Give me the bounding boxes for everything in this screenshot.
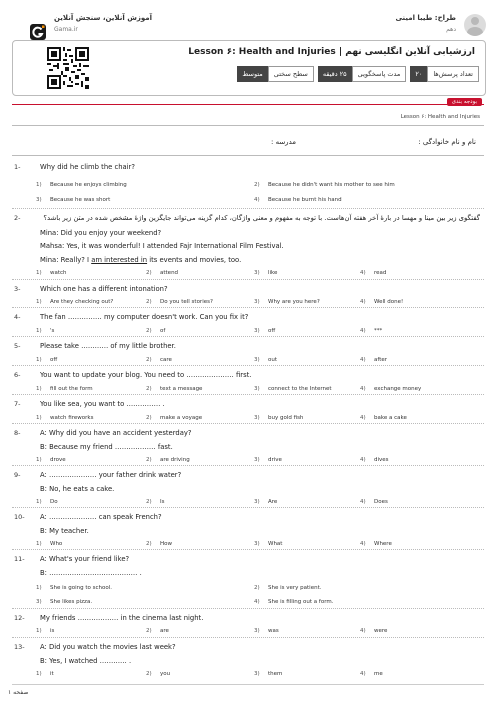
option-text[interactable]: off [268, 328, 276, 334]
option-text[interactable]: was [268, 628, 279, 634]
option-text[interactable]: it [50, 671, 54, 677]
option-text[interactable]: you [160, 671, 171, 677]
option-number[interactable]: 2) [146, 457, 152, 463]
option-text[interactable]: Who [50, 541, 63, 547]
option-text[interactable]: dives [374, 457, 389, 463]
question-number: 12- [14, 614, 25, 622]
question-number: 1- [14, 163, 21, 171]
option-number[interactable]: 2) [254, 585, 260, 591]
option-text[interactable]: them [268, 671, 283, 677]
option-text[interactable]: buy gold fish [268, 415, 304, 421]
option-text[interactable]: Well done! [374, 299, 404, 305]
option-text[interactable]: Because he enjoys climbing [50, 182, 127, 188]
question-text: A: ………………… can speak French? [40, 513, 162, 521]
option-text[interactable]: me [374, 671, 383, 677]
option-number[interactable]: 2) [254, 182, 260, 188]
option-number[interactable]: 1) [36, 628, 42, 634]
question-separator [12, 423, 484, 424]
option-text[interactable]: out [268, 357, 278, 363]
option-text[interactable]: Do you tell stories? [160, 299, 213, 305]
student-name-label: نام و نام خانوادگی : [418, 138, 476, 146]
option-number[interactable]: 4) [360, 357, 366, 363]
option-text[interactable]: She is very patient. [268, 585, 322, 591]
option-text[interactable]: Because he burnt his hand [268, 197, 342, 203]
option-text[interactable]: off [50, 357, 58, 363]
gama-logo-icon [30, 24, 46, 40]
option-text[interactable]: Where [374, 541, 392, 547]
option-text[interactable]: were [374, 628, 388, 634]
option-number[interactable]: 3) [254, 386, 260, 392]
question-separator [12, 279, 484, 280]
option-text[interactable]: watch fireworks [50, 415, 94, 421]
option-text[interactable]: bake a cake [374, 415, 407, 421]
option-number[interactable]: 4) [360, 299, 366, 305]
option-number[interactable]: 3) [36, 599, 42, 605]
option-number[interactable]: 1) [36, 182, 42, 188]
option-text[interactable]: *** [374, 328, 383, 334]
option-number[interactable]: 2) [146, 270, 152, 276]
highlighted-phrase: am interested in [91, 256, 148, 264]
option-text[interactable]: drive [268, 457, 282, 463]
question-line: Mina: Did you enjoy your weekend? [40, 229, 162, 237]
exam-title: ارزشیابی آنلاین انگلیسی نهم | Lesson ۶: Health and Injuries [188, 47, 475, 57]
option-number[interactable]: 3) [254, 270, 260, 276]
question-separator [12, 507, 484, 508]
option-number[interactable]: 2) [146, 628, 152, 634]
option-number[interactable]: 4) [360, 457, 366, 463]
avatar [464, 14, 486, 36]
option-number[interactable]: 3) [254, 628, 260, 634]
option-number[interactable]: 4) [254, 197, 260, 203]
stat-questions-value: ۲۰ [410, 66, 427, 82]
option-number[interactable]: 2) [146, 386, 152, 392]
option-number[interactable]: 3) [254, 541, 260, 547]
page-number: صفحه ۱ [8, 689, 29, 696]
option-number[interactable]: 1) [36, 585, 42, 591]
stat-duration-value: ۲۵ دقیقه [318, 66, 352, 82]
qr-code-icon[interactable] [47, 47, 89, 89]
option-number[interactable]: 3) [36, 197, 42, 203]
option-text[interactable]: How [160, 541, 172, 547]
question-separator [12, 208, 484, 209]
brand-name: آموزش آنلاین، سنجش آنلاین [54, 14, 153, 22]
option-number[interactable]: 4) [360, 270, 366, 276]
option-text[interactable]: of [160, 328, 166, 334]
option-number[interactable]: 3) [254, 357, 260, 363]
option-number[interactable]: 4) [360, 499, 366, 505]
option-text[interactable]: Are [268, 499, 278, 505]
site-url[interactable]: Gama.ir [54, 26, 78, 33]
question-number: 9- [14, 471, 21, 479]
question-text: Why did he climb the chair? [40, 163, 135, 171]
option-number[interactable]: 2) [146, 671, 152, 677]
option-number[interactable]: 1) [36, 270, 42, 276]
option-text[interactable]: care [160, 357, 172, 363]
question-text: You want to update your blog. You need to ………………… first. [40, 371, 252, 379]
option-number[interactable]: 3) [254, 415, 260, 421]
question-number: 5- [14, 342, 21, 350]
question-text: A: What's your friend like? [40, 555, 130, 563]
stat-difficulty-label: سطح سختی [268, 66, 314, 82]
option-number[interactable]: 2) [146, 541, 152, 547]
option-number[interactable]: 4) [360, 541, 366, 547]
question-line: B: No, he eats a cake. [40, 485, 115, 493]
option-number[interactable]: 3) [254, 499, 260, 505]
question-line: B: My teacher. [40, 527, 89, 535]
option-text[interactable]: is [50, 628, 55, 634]
option-number[interactable]: 4) [360, 628, 366, 634]
option-number[interactable]: 4) [360, 328, 366, 334]
question-text: Please take ………… of my little brother. [40, 342, 176, 350]
question-number: 13- [14, 643, 25, 651]
question-separator [12, 365, 484, 366]
option-number[interactable]: 1) [36, 328, 42, 334]
question-separator [12, 336, 484, 337]
option-number[interactable]: 1) [36, 299, 42, 305]
question-number: 8- [14, 429, 21, 437]
option-text[interactable]: Why are you here? [268, 299, 320, 305]
option-number[interactable]: 3) [254, 671, 260, 677]
option-number[interactable]: 2) [146, 415, 152, 421]
question-number: 3- [14, 285, 21, 293]
option-text[interactable]: 's [50, 328, 55, 334]
option-number[interactable]: 2) [146, 299, 152, 305]
option-text[interactable]: Do [50, 499, 58, 505]
exam-info-box [12, 40, 486, 96]
grade-label: دهم [446, 26, 456, 33]
option-text[interactable]: What [268, 541, 283, 547]
question-line: Mina: Really? I am interested in its events and movies, too. [40, 256, 242, 264]
page-header [0, 0, 496, 44]
question-separator [12, 394, 484, 395]
stat-duration-label: مدت پاسخگویی [352, 66, 407, 82]
question-text: The fan …………… my computer doesn't work. Can you fix it? [40, 313, 249, 321]
question-line: B: Because my friend ……………… fast. [40, 443, 173, 451]
question-text: A: ………………… your father drink water? [40, 471, 182, 479]
budget-badge: بودجه بندی [447, 98, 482, 106]
option-text[interactable]: are [160, 628, 169, 634]
option-text[interactable]: text a message [160, 386, 203, 392]
question-text: گفتگوی زیر بین مینا و مهسا در بارهٔ آخر هفته آن‌هاست. با توجه به مفهوم و معنی واژگان، کدام گزینه می‌تواند جایگزین واژهٔ مشخص شده در متن زیر باشد؟ [43, 214, 480, 222]
question-separator [12, 637, 484, 638]
question-separator [12, 465, 484, 466]
option-number[interactable]: 4) [360, 386, 366, 392]
option-text[interactable]: She is going to school. [50, 585, 113, 591]
question-number: 7- [14, 400, 21, 408]
option-text[interactable]: are driving [160, 457, 190, 463]
question-text: Which one has a different intonation? [40, 285, 168, 293]
question-line: B: Yes, I watched ………… . [40, 657, 132, 665]
option-number[interactable]: 2) [146, 357, 152, 363]
option-text[interactable]: Does [374, 499, 388, 505]
footer-divider [12, 684, 484, 685]
option-number[interactable]: 4) [360, 415, 366, 421]
option-text[interactable]: like [268, 270, 278, 276]
option-text[interactable]: drove [50, 457, 66, 463]
school-label: مدرسه : [270, 138, 296, 146]
option-text[interactable]: She is filling out a form. [268, 599, 334, 605]
option-number[interactable]: 1) [36, 415, 42, 421]
option-number[interactable]: 1) [36, 541, 42, 547]
question-number: 6- [14, 371, 21, 379]
option-text[interactable]: make a voyage [160, 415, 203, 421]
option-number[interactable]: 1) [36, 457, 42, 463]
option-number[interactable]: 3) [254, 457, 260, 463]
option-number[interactable]: 3) [254, 328, 260, 334]
option-text[interactable]: Because he didn't want his mother to see him [268, 182, 395, 188]
option-text[interactable]: read [374, 270, 387, 276]
option-number[interactable]: 1) [36, 671, 42, 677]
option-number[interactable]: 4) [254, 599, 260, 605]
question-separator [12, 307, 484, 308]
question-text: You like sea, you want to …………… . [40, 400, 165, 408]
budget-divider [12, 104, 484, 105]
exam-stats [233, 66, 479, 82]
option-text[interactable]: Are they checking out? [50, 299, 114, 305]
option-text[interactable]: Is [160, 499, 165, 505]
question-separator [12, 549, 484, 550]
option-text[interactable]: fill out the form [50, 386, 93, 392]
option-text[interactable]: She likes pizza. [50, 599, 93, 605]
option-number[interactable]: 1) [36, 499, 42, 505]
question-text: My friends ……………… in the cinema last night. [40, 614, 204, 622]
question-number: 2- [14, 214, 21, 222]
option-text[interactable]: after [374, 357, 388, 363]
option-text[interactable]: exchange money [374, 386, 422, 392]
option-text[interactable]: watch [50, 270, 67, 276]
lesson-tag: Lesson ۶: Health and Injuries [400, 114, 480, 120]
option-number[interactable]: 3) [254, 299, 260, 305]
option-number[interactable]: 2) [146, 499, 152, 505]
divider [12, 155, 484, 156]
stat-questions-label: تعداد پرسش‌ها [427, 66, 479, 82]
option-text[interactable]: connect to the Internet [268, 386, 332, 392]
divider [12, 125, 484, 126]
option-number[interactable]: 2) [146, 328, 152, 334]
option-number[interactable]: 4) [360, 671, 366, 677]
question-text: A: Why did you have an accident yesterday? [40, 429, 192, 437]
stat-difficulty-value: متوسط [237, 66, 267, 82]
option-number[interactable]: 1) [36, 386, 42, 392]
option-number[interactable]: 1) [36, 357, 42, 363]
question-separator [12, 608, 484, 609]
question-number: 10- [14, 513, 25, 521]
question-line: B: ………………………………… . [40, 569, 142, 577]
option-text[interactable]: attend [160, 270, 179, 276]
question-text: A: Did you watch the movies last week? [40, 643, 176, 651]
option-text[interactable]: Because he was short [50, 197, 111, 203]
question-number: 4- [14, 313, 21, 321]
designer-name: طراح: طیبا امینی [395, 14, 456, 22]
question-number: 11- [14, 555, 25, 563]
question-line: Mahsa: Yes, it was wonderful! I attended Fajr International Film Festival. [40, 242, 284, 250]
